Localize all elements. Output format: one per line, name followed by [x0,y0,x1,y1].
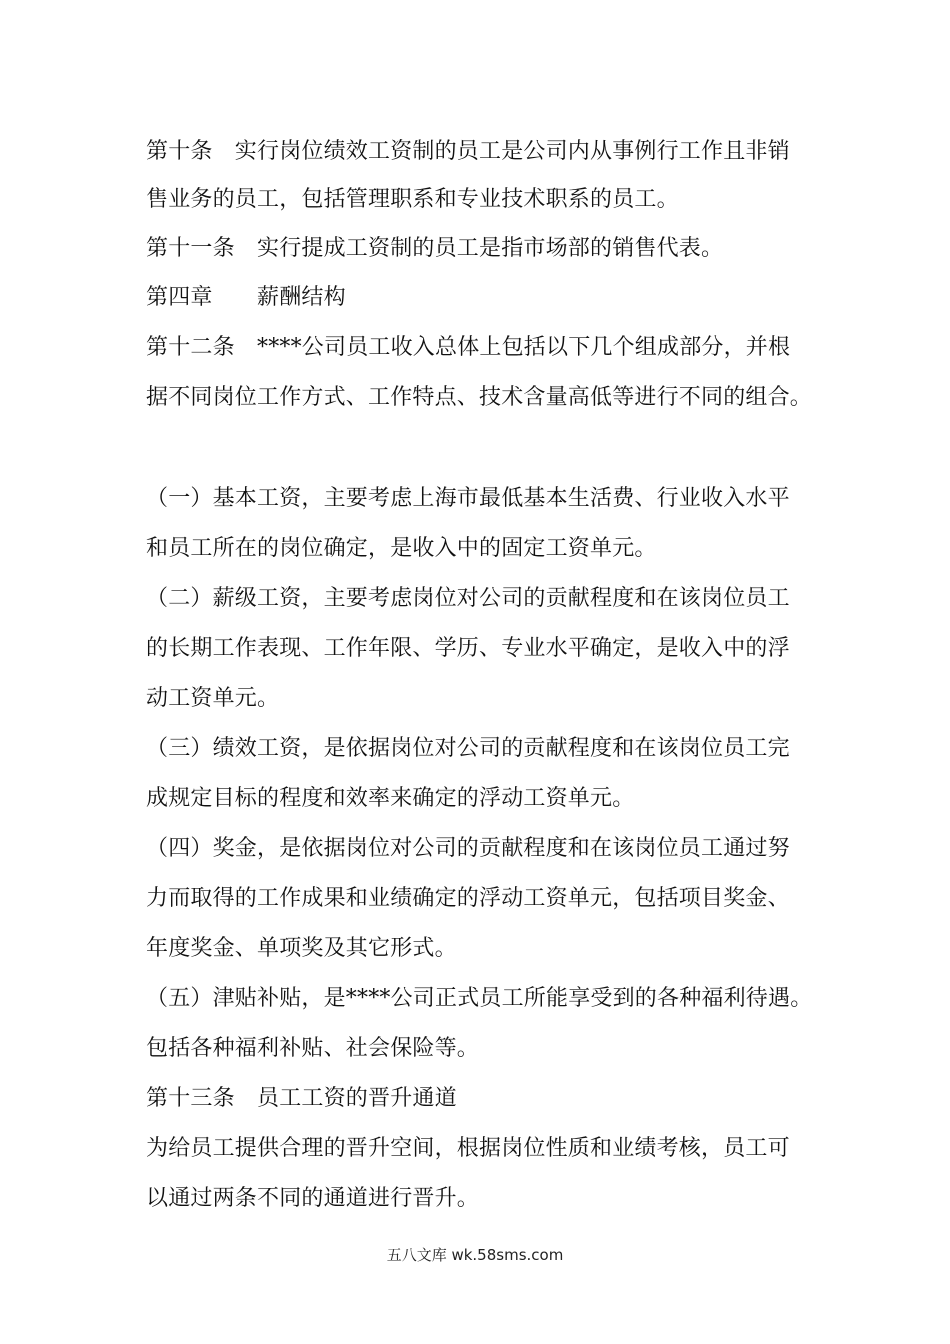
text-line: 力而取得的工作成果和业绩确定的浮动工资单元，包括项目奖金、 [146,886,790,911]
text-line: （一）基本工资，主要考虑上海市最低基本生活费、行业收入水平 [146,486,790,511]
text-line: 以通过两条不同的通道进行晋升。 [146,1186,480,1211]
text-line: 第十条 实行岗位绩效工资制的员工是公司内从事例行工作且非销 [146,139,790,164]
text-line: 据不同岗位工作方式、工作特点、技术含量高低等进行不同的组合。 [146,385,813,410]
text-line: （四）奖金，是依据岗位对公司的贡献程度和在该岗位员工通过努 [146,836,790,861]
text-line: （五）津贴补贴，是****公司正式员工所能享受到的各种福利待遇。 [146,986,813,1011]
text-line: 包括各种福利补贴、社会保险等。 [146,1036,480,1061]
text-line: 的长期工作表现、工作年限、学历、专业水平确定，是收入中的浮 [146,636,790,661]
text-line: 成规定目标的程度和效率来确定的浮动工资单元。 [146,786,635,811]
text-line: 第十一条 实行提成工资制的员工是指市场部的销售代表。 [146,236,724,261]
text-line: 售业务的员工，包括管理职系和专业技术职系的员工。 [146,187,679,212]
text-line: 为给员工提供合理的晋升空间，根据岗位性质和业绩考核，员工可 [146,1136,790,1161]
text-line: （二）薪级工资，主要考虑岗位对公司的贡献程度和在该岗位员工 [146,586,790,611]
chapter-heading: 第四章 薪酬结构 [146,285,346,310]
section-heading: 第十三条 员工工资的晋升通道 [146,1086,457,1111]
text-line: 和员工所在的岗位确定，是收入中的固定工资单元。 [146,536,657,561]
text-line: （三）绩效工资，是依据岗位对公司的贡献程度和在该岗位员工完 [146,736,790,761]
text-line: 第十二条 ****公司员工收入总体上包括以下几个组成部分，并根 [146,335,791,360]
text-line: 年度奖金、单项奖及其它形式。 [146,936,457,961]
footer-watermark: 五八文库 wk.58sms.com [386,1246,564,1264]
text-line: 动工资单元。 [146,686,280,711]
